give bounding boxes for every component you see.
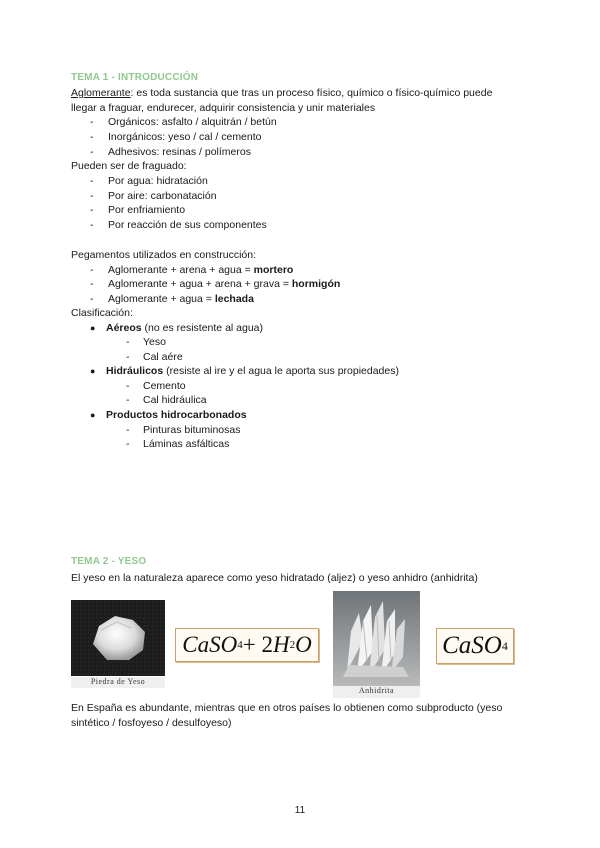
list-item: - Adhesivos: resinas / polímeros [90, 146, 251, 158]
formula-subscript: 4 [501, 638, 508, 653]
anhydrite-photo [333, 591, 420, 686]
bullet-item: ● Productos hidrocarbonados [90, 409, 247, 421]
list-item-text: Adhesivos: resinas / polímeros [108, 146, 251, 158]
tema1-heading: TEMA 1 - INTRODUCCIÓN [71, 72, 199, 83]
bullet-name: Aéreos [106, 322, 142, 334]
formula-part: H [272, 632, 290, 657]
bullet-item: ● Hidráulicos (resiste al ire y el agua le aporta sus propiedades) [90, 365, 399, 377]
list-item: - Aglomerante + arena + agua = mortero [90, 264, 294, 276]
gypsum-rock-icon [71, 600, 165, 676]
sub-item: - Cal aére [126, 351, 183, 363]
tema2-intro: El yeso en la naturaleza aparece como yeso hidratado (aljez) o yeso anhidro (anhidrita) [71, 572, 478, 584]
list-item-text: Inorgánicos: yeso / cal / cemento [108, 131, 262, 143]
definition-text: : es toda sustancia que tras un proceso físico, químico o físico-químico puede [130, 87, 493, 99]
formula-part: CaSO [442, 632, 502, 659]
sub-item: - Yeso [126, 336, 166, 348]
clasificacion-intro: Clasificación: [71, 307, 133, 319]
list-item-bold: lechada [214, 293, 254, 305]
formula-operator: + 2 [242, 632, 273, 657]
fraguado-intro: Pueden ser de fraguado: [71, 160, 187, 172]
list-item: - Aglomerante + agua + arena + grava = hormigón [90, 278, 341, 290]
sub-item: - Cal hidráulica [126, 394, 207, 406]
list-item-text: Aglomerante + arena + agua = [108, 264, 254, 276]
tema2-heading: TEMA 2 - YESO [71, 556, 147, 567]
sub-item: - Láminas asfálticas [126, 438, 230, 450]
tema2-outro-line2: sintético / fosfoyeso / desulfoyeso) [71, 717, 232, 729]
bullet-desc: (no es resistente al agua) [141, 322, 264, 334]
sub-item-text: Cal aére [143, 351, 183, 363]
pegamentos-intro: Pegamentos utilizados en construcción: [71, 249, 257, 261]
gypsum-rock-photo [71, 600, 165, 676]
caption-piedra-de-yeso: Piedra de Yeso [71, 677, 165, 688]
formula-subscript: 4 [237, 639, 243, 651]
list-item: - Por aire: carbonatación [90, 190, 217, 202]
list-item: - Por enfriamiento [90, 204, 186, 216]
sub-item-text: Yeso [143, 336, 166, 348]
list-item: - Inorgánicos: yeso / cal / cemento [90, 131, 262, 143]
list-item-text: Aglomerante + agua = [108, 293, 215, 305]
anhydrite-crystal-icon [333, 591, 420, 686]
bullet-desc: (resiste al ire y el agua le aporta sus propiedades) [163, 365, 399, 377]
sub-item-text: Pinturas bituminosas [143, 424, 241, 436]
list-item: - Orgánicos: asfalto / alquitrán / betún [90, 116, 277, 128]
list-item-text: Orgánicos: asfalto / alquitrán / betún [108, 116, 277, 128]
list-item: - Por agua: hidratación [90, 175, 208, 187]
sub-item: - Cemento [126, 380, 186, 392]
bullet-item: ● Aéreos (no es resistente al agua) [90, 322, 264, 334]
bullet-name: Productos hidrocarbonados [106, 409, 247, 421]
formula-subscript: 2 [289, 639, 296, 651]
list-item-bold: hormigón [291, 278, 341, 290]
formula-part: CaSO [182, 632, 238, 657]
sub-item-text: Cal hidráulica [143, 394, 207, 406]
page-number: 11 [294, 805, 306, 816]
sub-item: - Pinturas bituminosas [126, 424, 241, 436]
list-item-bold: mortero [253, 264, 294, 276]
list-item: - Por reacción de sus componentes [90, 219, 267, 231]
list-item: - Aglomerante + agua = lechada [90, 293, 254, 305]
list-item-text: Por agua: hidratación [108, 175, 208, 187]
list-item-text: Por aire: carbonatación [108, 190, 217, 202]
bullet-name: Hidráulicos [106, 365, 164, 377]
caption-anhidrita: Anhidrita [333, 686, 420, 698]
sub-item-text: Láminas asfálticas [143, 438, 230, 450]
list-item-text: Por reacción de sus componentes [108, 219, 267, 231]
list-item-text: Aglomerante + agua + arena + grava = [108, 278, 292, 290]
term-aglomerante: Aglomerante [71, 87, 131, 99]
tema2-outro-line1: En España es abundante, mientras que en otros países lo obtienen como subproducto (yeso [71, 702, 503, 714]
aglomerante-definition [71, 86, 492, 100]
formula-anhydrite [436, 628, 514, 664]
formula-part: O [295, 632, 312, 657]
list-item-text: Por enfriamiento [108, 204, 186, 216]
definition-line-2: llegar a fraguar, endurecer, adquirir consistencia y unir materiales [71, 102, 376, 114]
formula-hydrated-gypsum [175, 628, 319, 662]
sub-item-text: Cemento [143, 380, 186, 392]
